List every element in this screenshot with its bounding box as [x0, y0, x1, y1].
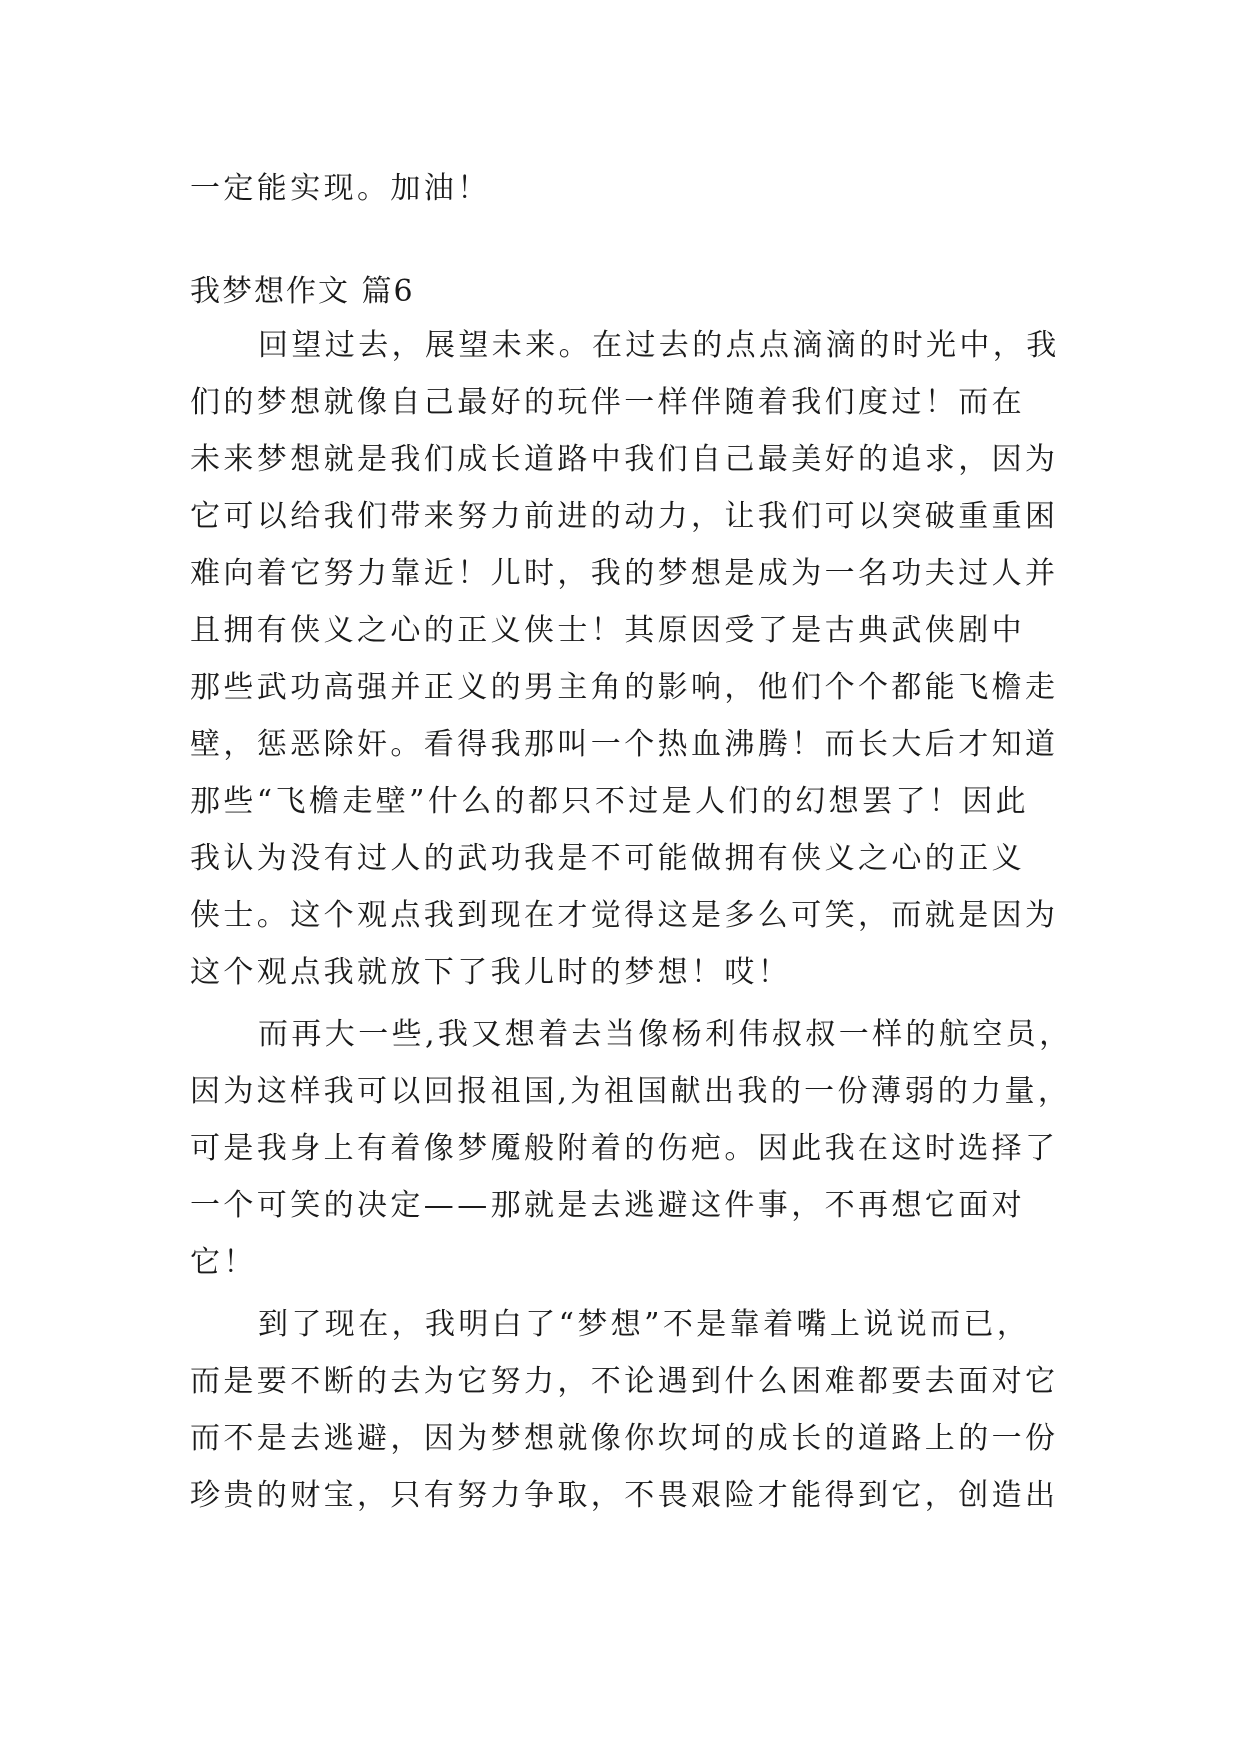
text-line: 一定能实现。加油！	[190, 171, 491, 206]
text-line: 回望过去，展望未来。在过去的点点滴滴的时光中，我	[258, 328, 1060, 363]
text-line: 们的梦想就像自己最好的玩伴一样伴随着我们度过！而在	[190, 385, 1025, 420]
text-line: 我认为没有过人的武功我是不可能做拥有侠义之心的正义	[190, 841, 1025, 876]
text-line: 那些“飞檐走壁”什么的都只不过是人们的幻想罢了！因此	[190, 784, 1030, 819]
text-line: 未来梦想就是我们成长道路中我们自己最美好的追求，因为	[190, 442, 1059, 477]
paragraph-2	[190, 1006, 1073, 1291]
text-line: 侠士。这个观点我到现在才觉得这是多么可笑，而就是因为	[190, 898, 1059, 933]
text-line: 而再大一些,我又想着去当像杨利伟叔叔一样的航空员，	[258, 1017, 1073, 1052]
text-line: 这个观点我就放下了我儿时的梦想！哎！	[190, 955, 792, 990]
text-line: 到了现在，我明白了“梦想”不是靠着嘴上说说而已，	[258, 1307, 1031, 1342]
text-line: 那些武功高强并正义的男主角的影响，他们个个都能飞檐走	[190, 670, 1059, 705]
text-line: 因为这样我可以回报祖国,为祖国献出我的一份薄弱的力量，	[190, 1074, 1072, 1109]
paragraph-3	[190, 1296, 1058, 1524]
section-title: 我梦想作文 篇6	[190, 274, 415, 309]
text-line: 壁，惩恶除奸。看得我那叫一个热血沸腾！而长大后才知道	[190, 727, 1059, 762]
text-line: 而是要不断的去为它努力，不论遇到什么困难都要去面对它	[190, 1364, 1059, 1399]
text-line: 且拥有侠义之心的正义侠士！其原因受了是古典武侠剧中	[190, 613, 1025, 648]
text-line: 珍贵的财宝，只有努力争取，不畏艰险才能得到它，创造出	[190, 1478, 1059, 1513]
text-line: 可是我身上有着像梦魇般附着的伤疤。因此我在这时选择了	[190, 1131, 1059, 1166]
text-line: 而不是去逃避，因为梦想就像你坎坷的成长的道路上的一份	[190, 1421, 1059, 1456]
text-line: 难向着它努力靠近！儿时，我的梦想是成为一名功夫过人并	[190, 556, 1059, 591]
text-line: 一个可笑的决定——那就是去逃避这件事，不再想它面对	[190, 1188, 1025, 1223]
section-gap	[190, 217, 1058, 267]
paragraph-1	[190, 317, 1058, 1001]
document-body	[190, 160, 1073, 1524]
text-line: 它！	[190, 1245, 257, 1280]
text-line: 它可以给我们带来努力前进的动力，让我们可以突破重重困	[190, 499, 1059, 534]
